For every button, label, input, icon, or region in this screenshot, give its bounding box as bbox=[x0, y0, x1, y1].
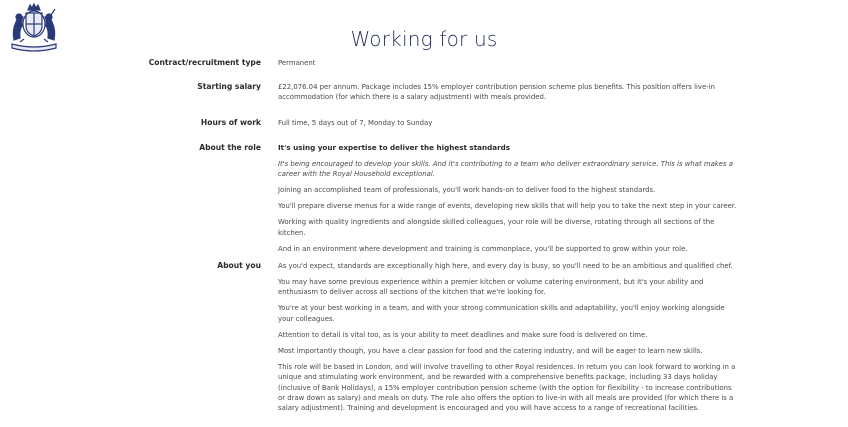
you-text bbox=[278, 261, 738, 419]
you-paragraph: Most importantly though, you have a clear passion for food and the catering industry, and will be eager to learn new skills. bbox=[278, 346, 703, 355]
role-lead: It's using your expertise to deliver the highest standards bbox=[278, 143, 511, 152]
page-title: Working for us bbox=[350, 27, 498, 51]
role-paragraph: And in an environment where development and training is commonplace, you'll be supported to grow within your role. bbox=[278, 244, 688, 253]
hours-value: Full time, 5 days out of 7, Monday to Sunday bbox=[278, 119, 433, 127]
contract-label: Contract/recruitment type bbox=[148, 58, 261, 67]
you-paragraph: This role will be based in London, and will involve travelling to other Royal residences. In return you can look forward to working in a unique and stimulating work environment, and be rewarded with a comprehensive benefits package, including 33 days holiday (inclusive of Bank Holidays), a 15% employer contribution pension scheme (with the option for flexibility - to increase contributions or draw down as salary) and meals on duty. The role also offers the option to live-in with all meals are provided (for which there is a salary adjustment). Training and development is encouraged and you will have access to a range of recreational facilities. bbox=[278, 362, 736, 413]
you-paragraph: You're at your best working in a team, and with your strong communication skills and adaptability, you'll enjoy working alongside your colleagues. bbox=[278, 304, 725, 323]
you-paragraph: As you'd expect, standards are exceptionally high here, and every day is busy, so you'll need to be an ambitious and qualified chef. bbox=[278, 262, 733, 270]
role-paragraph: You'll prepare diverse menus for a wide range of events, developing new skills that will help you to take the next step in your career. bbox=[278, 202, 737, 211]
salary-label: Starting salary bbox=[197, 82, 261, 91]
role-text bbox=[278, 143, 738, 260]
role-paragraph: Joining an accomplished team of professionals, you'll work hands-on to deliver food to the highest standards. bbox=[278, 186, 656, 195]
you-paragraph: You may have some previous experience within a premier kitchen or volume catering environment, but it's your ability and enthusiasm to deliver across all sections of the kitchen that we're looking for. bbox=[278, 278, 704, 297]
you-label: About you bbox=[217, 261, 261, 270]
contract-value: Permanent bbox=[278, 59, 316, 67]
role-label: About the role bbox=[199, 143, 261, 152]
role-paragraph: Working with quality ingredients and alongside skilled colleagues, your role will be diverse, rotating through all sections of the kitchen. bbox=[278, 218, 715, 237]
salary-value: £22,076.04 per annum. Package includes 15% employer contribution pension scheme plus benefits. This position offers live-in accommodation (for which there is a salary adjustment) with meals provided. bbox=[278, 83, 715, 102]
you-paragraph: Attention to detail is vital too, as is your ability to meet deadlines and make sure food is delivered on time. bbox=[278, 330, 648, 339]
hours-label: Hours of work bbox=[200, 118, 261, 127]
role-intro: It's being encouraged to develop your skills. And it's contributing to a team who deliver extraordinary service. This is what makes a career with the Royal Household exceptional. bbox=[278, 160, 734, 179]
